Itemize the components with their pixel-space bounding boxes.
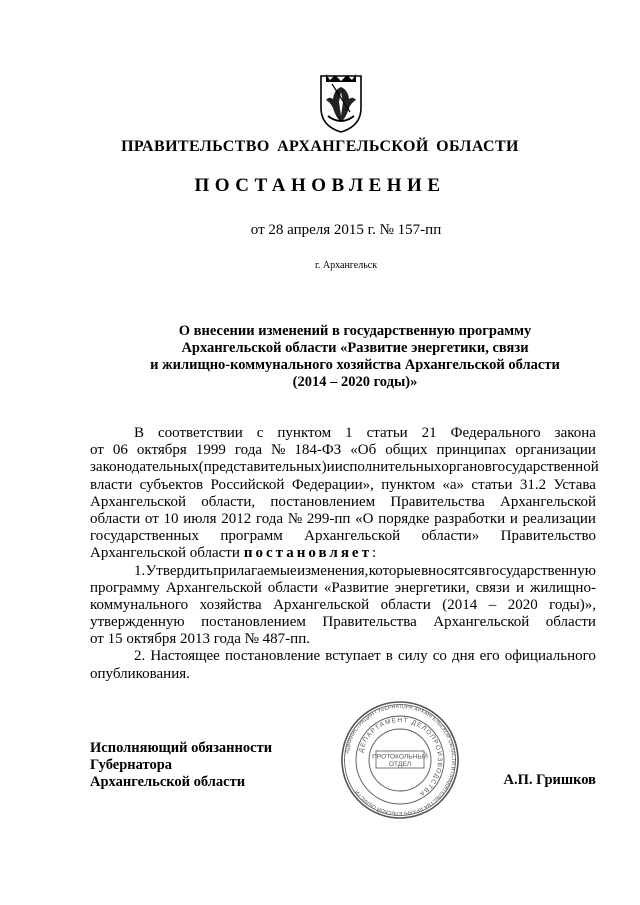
preamble-line	[90, 442, 596, 459]
word: области»	[421, 528, 480, 545]
word: 2020	[507, 596, 538, 613]
word: власти	[90, 476, 133, 493]
word: утвержденную	[90, 614, 185, 631]
word: 184-ФЗ	[294, 442, 342, 459]
word: области,	[201, 493, 256, 510]
item1-line	[90, 563, 596, 580]
word: программ	[220, 528, 283, 545]
word: организации	[515, 442, 596, 459]
word: Федерации»,	[291, 476, 374, 493]
word: Федерального	[450, 425, 541, 441]
signatory-title-line: Архангельской области	[90, 774, 246, 790]
resolves-word: постановляет	[243, 545, 372, 562]
word: постановление	[224, 648, 321, 665]
word: Настоящее	[150, 648, 220, 665]
document-body	[90, 425, 599, 683]
word: статьи	[366, 425, 408, 441]
preamble-line	[90, 494, 596, 511]
word: пунктом	[277, 425, 332, 441]
word: разработки	[434, 510, 506, 527]
word: постановлением	[270, 493, 376, 510]
document-place: г. Архангельск	[314, 260, 378, 271]
subject-line: О внесении изменений в государственную программу	[178, 323, 532, 339]
preamble-line	[90, 459, 599, 476]
word: субъектов	[139, 476, 204, 493]
item1-last-line	[90, 631, 596, 648]
word: Правительство	[500, 528, 596, 545]
word: законодательных	[90, 459, 199, 476]
item1-line	[90, 597, 596, 614]
word: которые	[368, 562, 421, 579]
word: октября	[136, 442, 187, 459]
word: закона	[554, 425, 596, 441]
word: от	[144, 510, 159, 527]
signatory-title	[90, 740, 272, 791]
word: 299-пп	[306, 510, 351, 527]
word: официального	[504, 648, 596, 665]
word: Архангельской	[90, 493, 186, 510]
word: постановлением	[201, 614, 306, 631]
coat-of-arms-emblem	[318, 72, 364, 134]
stamp-inner-text: ДЕПАРТАМЕНТ ДЕЛОПРОИЗВОДСТВА	[357, 716, 444, 798]
signatory-title-line: Губернатора	[90, 757, 173, 773]
word: области	[545, 614, 596, 631]
word: Устава	[553, 476, 596, 493]
word: 1999	[195, 442, 226, 459]
word: (представительных)	[198, 459, 327, 476]
word: прилагаемые	[213, 562, 297, 579]
word: Архангельской	[500, 493, 596, 510]
word: области	[90, 510, 141, 527]
resolves-colon: :	[371, 545, 377, 562]
document-date-number: от 28 апреля 2015 г. № 157-пп	[250, 222, 442, 238]
word: его	[479, 648, 500, 665]
word: Архангельской	[304, 528, 401, 545]
word: силу	[397, 648, 428, 665]
word: пунктом	[381, 476, 435, 493]
word: в	[478, 562, 486, 579]
word: государственных	[90, 528, 199, 545]
word: программу	[90, 579, 160, 596]
item2-last-line	[90, 666, 596, 683]
word: №	[271, 442, 286, 459]
word: коммунального	[90, 596, 189, 613]
word: и	[326, 459, 335, 476]
word: Архангельской	[273, 596, 370, 613]
word: жилищно-	[529, 579, 596, 596]
item1-last-text: от 15 октября 2013 года № 487-пп.	[90, 631, 310, 648]
word: органов	[441, 459, 492, 476]
preamble-line	[90, 425, 596, 442]
word: дня	[452, 648, 475, 665]
stamp-center-line2: ОТДЕЛ	[388, 761, 412, 768]
word: соответствии	[158, 425, 243, 441]
word: с	[256, 425, 264, 441]
word: годы)»,	[549, 596, 596, 613]
word: 21	[421, 425, 437, 441]
stamp-center-line1: ПРОТОКОЛЬНЫЙ	[372, 753, 428, 761]
item2-last-text: опубликования.	[90, 665, 190, 682]
word: 31.2	[519, 476, 547, 493]
word: Архангельской	[433, 614, 530, 631]
word: 2012	[221, 510, 252, 527]
item1-line	[90, 614, 596, 631]
word: Правительства	[390, 493, 485, 510]
word: связи	[475, 579, 510, 596]
word: вступает	[325, 648, 381, 665]
word: области	[380, 596, 431, 613]
subject-line: (2014 – 2020 годы)»	[292, 374, 418, 390]
word: Утвердить	[145, 562, 213, 579]
preamble-last-text: Архангельской области	[90, 545, 240, 562]
preamble-line	[90, 511, 596, 528]
word: общих	[385, 442, 428, 459]
word: от	[90, 442, 104, 459]
subject-line: Архангельской области «Развитие энергетики, связи	[181, 340, 529, 356]
document-type: ПОСТАНОВЛЕНИЕ	[194, 175, 446, 196]
word: Архангельской	[165, 579, 262, 596]
word: со	[432, 648, 447, 665]
official-stamp	[340, 700, 460, 820]
item2-line	[90, 648, 596, 665]
word: «Развитие	[323, 579, 389, 596]
word: реализации	[522, 510, 596, 527]
word: –	[488, 596, 497, 613]
word: государственной	[491, 459, 599, 476]
preamble-line	[90, 477, 596, 494]
word: №	[287, 510, 303, 527]
word: изменения,	[297, 562, 369, 579]
word: статьи	[471, 476, 513, 493]
word: энергетики,	[394, 579, 470, 596]
word: 1	[345, 425, 353, 441]
word: 06	[112, 442, 128, 459]
word: года	[255, 510, 284, 527]
word: 1.	[134, 562, 146, 579]
document-subject	[90, 323, 620, 391]
word: в	[385, 648, 393, 665]
word: и	[509, 510, 518, 527]
organization-name: ПРАВИТЕЛЬСТВО АРХАНГЕЛЬСКОЙ ОБЛАСТИ	[121, 138, 519, 155]
signatory-title-line: Исполняющий обязанности	[90, 740, 273, 756]
word: принципах	[436, 442, 507, 459]
word: «Об	[350, 442, 377, 459]
word: государственную	[485, 562, 596, 579]
word: вносятся	[421, 562, 478, 579]
preamble-line	[90, 528, 596, 545]
word: В	[134, 425, 145, 441]
word: исполнительных	[334, 459, 442, 476]
word: хозяйства	[199, 596, 262, 613]
word: 10	[163, 510, 179, 527]
word: 2.	[134, 648, 146, 665]
word: порядке	[378, 510, 430, 527]
word: года	[234, 442, 263, 459]
word: Российской	[210, 476, 285, 493]
word: (2014	[442, 596, 478, 613]
stamp-outer-text: АДМИНИСТРАЦИЯ ГУБЕРНАТОРА АРХАНГЕЛЬСКОЙ ОБЛАСТИ И ПРАВИТЕЛЬСТВА АРХАНГЕЛЬСКОЙ ОБЛАСТИ	[344, 703, 457, 817]
word: «а»	[442, 476, 465, 493]
item1-line	[90, 580, 596, 597]
word: и	[515, 579, 524, 596]
word: области	[267, 579, 318, 596]
preamble-last-line	[90, 545, 596, 562]
word: «О	[355, 510, 374, 527]
word: июля	[183, 510, 217, 527]
word: Правительства	[322, 614, 417, 631]
subject-line: и жилищно-коммунального хозяйства Архангельской области	[150, 357, 560, 373]
signatory-name: А.П. Гришков	[503, 772, 596, 788]
